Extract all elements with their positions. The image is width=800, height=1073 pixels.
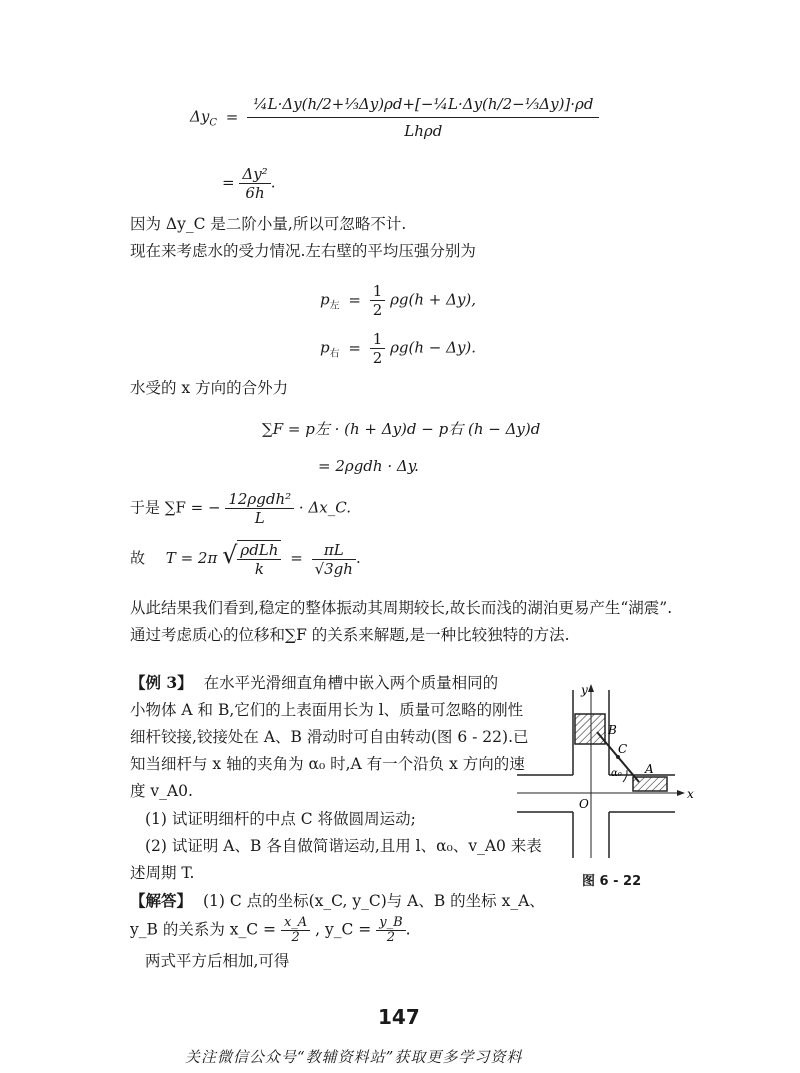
example-text-0: 在水平光滑细直角槽中嵌入两个质量相同的 (203, 674, 499, 692)
gu-fraction-2 (312, 541, 356, 578)
gu-eq: = (290, 549, 303, 567)
axes (517, 686, 683, 858)
equation-delta-yc: $\Delta y_C$ = $\frac{\text{¼L·Δy(h/2+⅓Δy)ρd+[−¼L·Δy(h/2−⅓Δy)]·ρd}}{\text{Lhρd}}$ (190, 95, 599, 140)
gu-prefix: 故 (130, 549, 146, 567)
answer-tail: . (405, 920, 411, 939)
eq1-lhs-sub: C (209, 117, 217, 129)
text-line-5: 通过考虑质心的位移和∑F 的关系来解题,是一种比较独特的方法. (130, 626, 570, 644)
gu-sqrt-fraction (237, 540, 281, 578)
answer-xa: x_A (281, 916, 310, 931)
yushi-den: L (254, 509, 265, 527)
equation-p-right: $p_右$ = $\frac{1}{2}$ ρg(h − Δy). (320, 330, 477, 367)
answer-line-2 (130, 916, 411, 945)
label-a: A (645, 762, 654, 776)
label-alpha: α₀ (611, 768, 622, 779)
equation-dy2-over-6h: = $\frac{\text{Δy²}}{6h}$ . (222, 165, 276, 202)
eq1-fraction (247, 95, 599, 140)
gu-num2: πL (312, 541, 356, 560)
example-text-4: 度 v_A0. (130, 782, 193, 800)
label-x: x (687, 787, 694, 801)
equation-sum-f-1: ∑F = p左 · (h + Δy)d − p右 (h − Δy)d (262, 420, 541, 438)
angle-arc (623, 770, 627, 782)
example-text-2: 细杆铰接,铰接处在 A、B 滑动时可自由转动(图 6 - 22).已 (130, 728, 529, 746)
x-axis-arrow (677, 790, 685, 796)
figure-6-22 (515, 680, 700, 865)
example-text-1: 小物体 A 和 B,它们的上表面用长为 l、质量可忽略的刚性 (130, 701, 524, 719)
gu-sqrt-den: k (254, 560, 264, 578)
answer-yb: y_B (376, 916, 405, 931)
label-o: O (579, 797, 589, 811)
block-b (575, 714, 605, 744)
answer-two-2: 2 (386, 930, 396, 945)
text-line-2: 现在来考虑水的受力情况.左右壁的平均压强分别为 (130, 242, 476, 260)
answer-line2-prefix: y_B 的关系为 x_C = (130, 920, 277, 939)
answer-yb-fraction (376, 916, 405, 945)
page-number: 147 (378, 1005, 420, 1029)
p-left-coef (370, 282, 386, 319)
p-right-coef-num: 1 (370, 330, 386, 349)
eq2-fraction (239, 165, 270, 202)
answer-two-1: 2 (291, 930, 300, 945)
gu-tail: . (355, 549, 361, 567)
gu-sqrt-num: ρdLh (237, 541, 281, 560)
p-right-lhs: p (320, 338, 330, 357)
yushi-fraction (225, 490, 294, 527)
example-text-3: 知当细杆与 x 轴的夹角为 α₀ 时,A 有一个沿负 x 方向的速 (130, 755, 525, 773)
yushi-num: 12ρgdh² (225, 490, 294, 509)
equation-yushi (130, 490, 351, 527)
answer-line-3: 两式平方后相加,可得 (145, 952, 290, 970)
label-b: B (608, 723, 617, 737)
gu-den2: √3gh (314, 559, 353, 578)
p-left-lhs: p (320, 290, 330, 309)
answer-label: 【解答】 (130, 891, 193, 910)
example-q2a: (2) 试证明 A、B 各自做简谐运动,且用 l、α₀、v_A0 来表 (145, 837, 542, 855)
eq1-denominator: Lhρd (404, 122, 443, 140)
y-axis-arrow (588, 684, 594, 692)
example-line-1 (130, 672, 498, 694)
yushi-prefix: 于是 ∑F = − (130, 498, 221, 517)
label-c: C (618, 742, 628, 756)
eq2-num: Δy² (239, 165, 270, 184)
equation-sum-f-2: = 2ρgdh · Δy. (318, 457, 419, 475)
p-left-rhs: ρg(h + Δy), (390, 290, 477, 309)
eq1-numerator: ¼L·Δy(h/2+⅓Δy)ρd+[−¼L·Δy(h/2−⅓Δy)]·ρd (247, 95, 599, 118)
example-q2b: 述周期 T. (130, 864, 195, 882)
equation-period (130, 540, 361, 578)
block-a (633, 777, 667, 791)
sqrt-sign: √ (222, 541, 238, 569)
text-line-4: 从此结果我们看到,稳定的整体振动其周期较长,故长而浅的湖泊更易产生“湖震”. (130, 599, 673, 617)
gu-T: T = 2π (165, 549, 218, 567)
p-right-coef-den: 2 (372, 349, 383, 367)
answer-text-1: (1) C 点的坐标(x_C, y_C)与 A、B 的坐标 x_A、 (202, 892, 545, 910)
p-left-coef-num: 1 (370, 282, 386, 301)
answer-xa-fraction (281, 916, 310, 945)
example-q1: (1) 试证明细杆的中点 C 将做圆周运动; (145, 810, 416, 828)
footer-promo: 关注微信公众号“教辅资料站”获取更多学习资料 (185, 1048, 523, 1066)
eq2-tail: . (270, 173, 276, 192)
answer-mid: , y_C = (315, 920, 372, 939)
eq2-den: 6h (245, 184, 265, 202)
p-right-sub: 右 (329, 348, 340, 360)
text-line-3: 水受的 x 方向的合外力 (130, 379, 289, 397)
p-right-coef (370, 330, 386, 367)
p-right-rhs: ρg(h − Δy). (390, 338, 477, 357)
example-label: 【例 3】 (130, 673, 193, 692)
p-left-sub: 左 (329, 300, 340, 312)
p-left-coef-den: 2 (372, 301, 383, 319)
label-y: y (581, 683, 588, 697)
text-line-1: 因为 Δy_C 是二阶小量,所以可忽略不计. (130, 215, 407, 233)
answer-line-1 (130, 890, 545, 912)
figure-caption: 图 6 - 22 (582, 874, 642, 889)
equation-p-left: $p_左$ = $\frac{1}{2}$ ρg(h + Δy), (320, 282, 477, 319)
eq1-lhs: Δy (190, 107, 210, 126)
yushi-tail: · Δx_C. (298, 498, 351, 517)
